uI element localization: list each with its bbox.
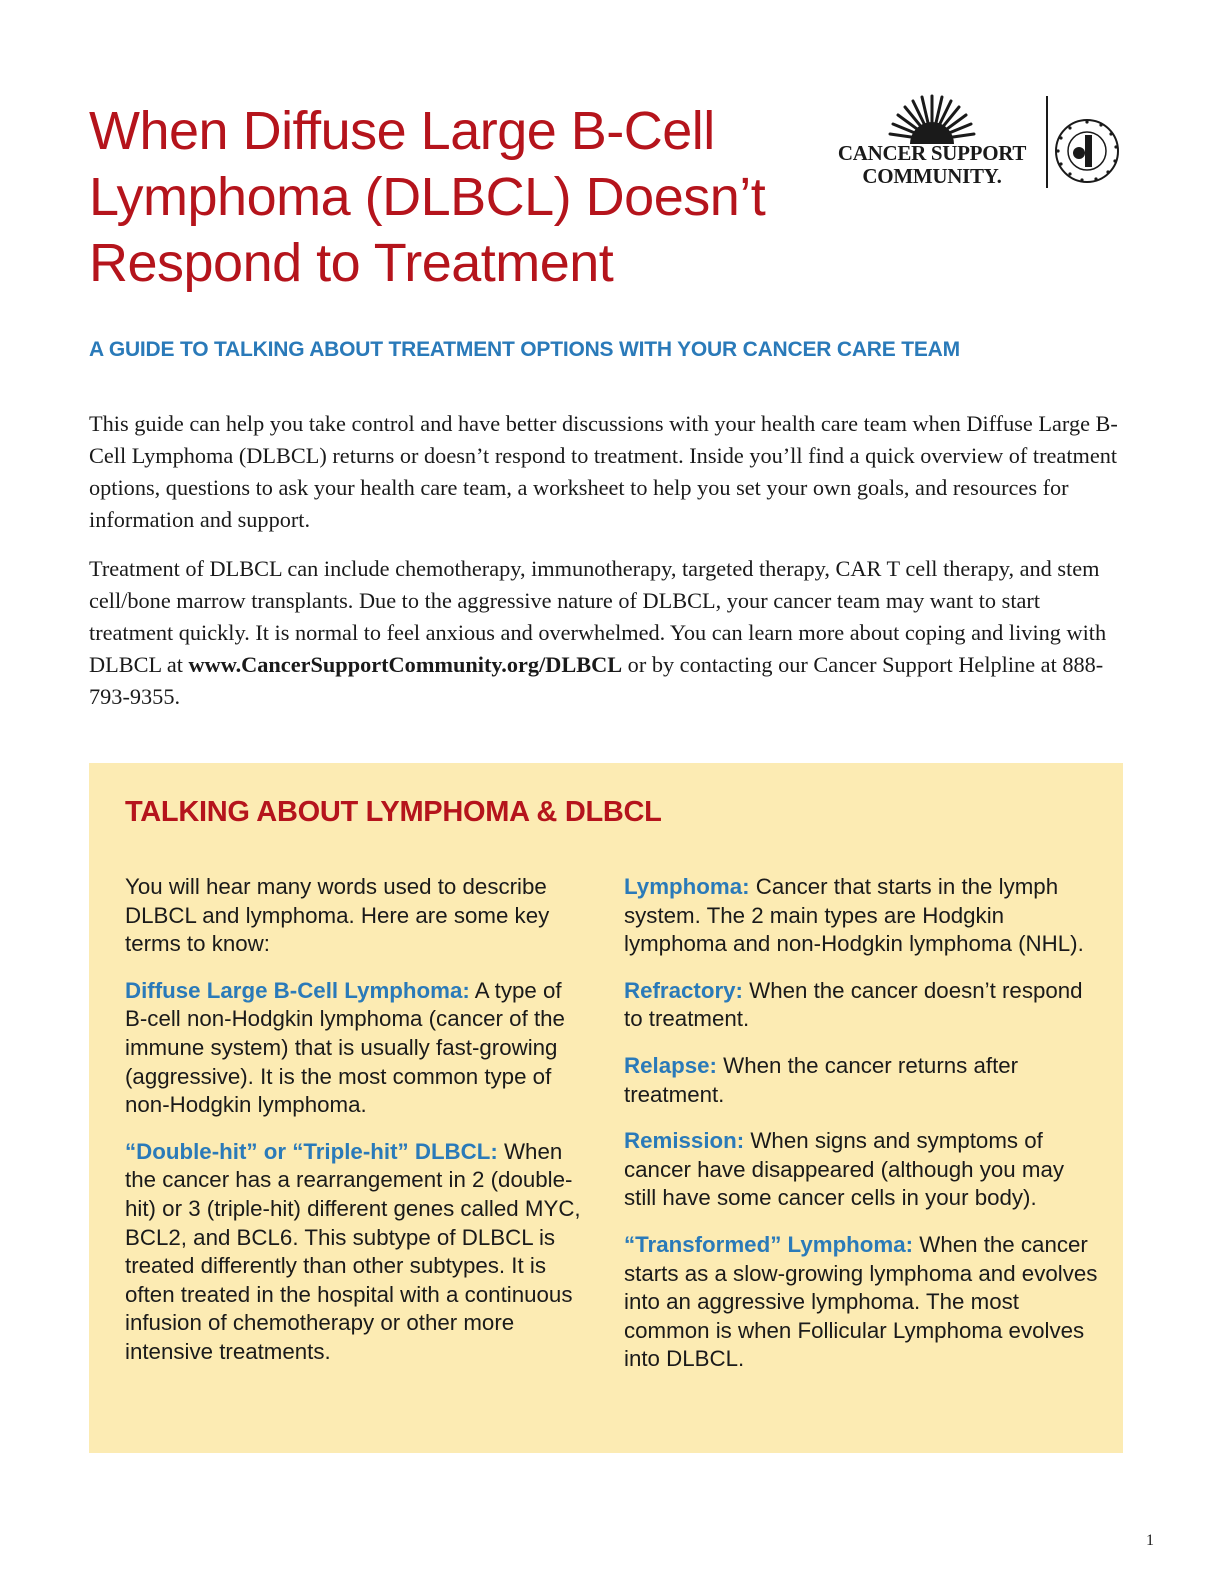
term-definition: When the cancer returns after treatment. (624, 1052, 1019, 1107)
term-label: Relapse: (624, 1052, 717, 1078)
term-definition: When the cancer starts as a slow-growing lymphoma and evolves into an aggressive lymphoma. The most common is when Follicular Lymphoma evolves into DLBCL. (624, 1231, 1098, 1372)
box-title: TALKING ABOUT LYMPHOMA & DLBCL (125, 796, 662, 828)
term-label: Refractory: (624, 977, 743, 1003)
term-label: “Double-hit” or “Triple-hit” DLBCL: (125, 1138, 498, 1164)
intro-section (89, 408, 1129, 730)
term-definition: A type of B-cell non-Hodgkin lymphoma (cancer of the immune system) that is usually fast-growing (aggressive). It is the most common type of non-Hodgkin lymphoma. (125, 977, 565, 1118)
cancer-support-community-logo (826, 94, 1126, 190)
term-entry (125, 1138, 581, 1367)
term-entry (624, 1127, 1100, 1213)
intro-paragraph-2 (89, 553, 1129, 713)
term-entry (624, 977, 1100, 1034)
term-entry (624, 1231, 1100, 1374)
lymphoma-terms-box (89, 763, 1123, 1453)
logo-line2: COMMUNITY. (862, 164, 1002, 188)
term-label: Lymphoma: (624, 874, 750, 899)
logo-divider (1046, 96, 1048, 188)
term-entry (624, 1052, 1100, 1109)
guide-subtitle: A GUIDE TO TALKING ABOUT TREATMENT OPTIONS WITH YOUR CANCER CARE TEAM (89, 338, 960, 361)
intro-paragraph-2-text: Treatment of DLBCL can include chemotherapy, immunotherapy, targeted therapy, CAR T cell therapy, and stem cell/bone marrow transplants. Due to the aggressive nature of DLBCL, your cancer team may want to start treatment quickly. It is normal to feel anxious and overwhelmed. You can learn more about coping and living with DLBCL at (89, 556, 1107, 677)
term-definition: When the cancer has a rearrangement in 2 (double-hit) or 3 (triple-hit) different genes called MYC, BCL2, and BCL6. This subtype of DLBCL is treated differently than other subtypes. It is often treated in the hospital with a continuous infusion of chemotherapy or other more intensive treatments. (125, 1138, 581, 1364)
intro-paragraph-1: This guide can help you take control and have better discussions with your health care team when Diffuse Large B-Cell Lymphoma (DLBCL) returns or doesn’t respond to treatment. Inside you’ll find a quick overview of treatment options, questions to ask your health care team, a worksheet to help you set your own goals, and resources for information and support. (89, 411, 1118, 532)
gildas-club-seal-icon (1052, 116, 1122, 186)
term-definition: Cancer that starts in the lymph system. The 2 main types are Hodgkin lymphoma and non-Hodgkin lymphoma (NHL). (624, 874, 1084, 957)
page-number: 1 (1146, 1532, 1154, 1549)
term-entry (125, 977, 581, 1120)
term-definition: When signs and symptoms of cancer have disappeared (although you may still have some cancer cells in your body). (624, 1128, 1065, 1211)
term-entry (624, 873, 1100, 959)
sunburst-icon (884, 94, 980, 144)
term-label: “Transformed” Lymphoma: (624, 1231, 914, 1257)
terms-intro: You will hear many words used to describe DLBCL and lymphoma. Here are some key terms to know: (125, 874, 550, 957)
terms-column-left (125, 873, 581, 1385)
terms-column-right (624, 873, 1100, 1392)
dlbcl-website-link[interactable]: www.CancerSupportCommunity.org/DLBCL (188, 652, 623, 677)
logo-line1: CANCER SUPPORT (837, 141, 1027, 165)
intro-paragraph-2-text-end: or by contacting our Cancer Support Helpline at 888-793-9355. (89, 652, 1104, 709)
term-definition: When the cancer doesn’t respond to treatment. (624, 977, 1083, 1032)
term-label: Remission: (624, 1128, 745, 1154)
term-label: Diffuse Large B-Cell Lymphoma: (125, 977, 470, 1003)
page-title: When Diffuse Large B-Cell Lymphoma (DLBCL) Doesn’t Respond to Treatment (89, 101, 766, 293)
